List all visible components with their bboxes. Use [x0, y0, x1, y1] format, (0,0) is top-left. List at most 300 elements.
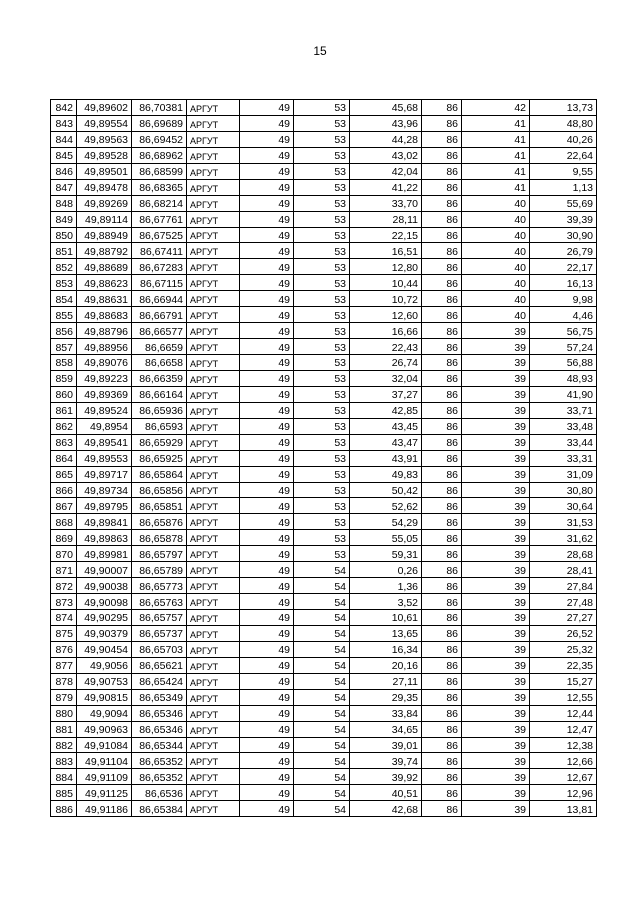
latitude-cell: 49,89478 [77, 179, 132, 195]
river-name-cell: АРГУТ [187, 641, 240, 657]
lat-seconds-cell: 33,70 [350, 195, 422, 211]
lat-seconds-cell: 50,42 [350, 482, 422, 498]
longitude-cell: 86,65878 [132, 530, 187, 546]
lat-seconds-cell: 27,11 [350, 673, 422, 689]
lon-minutes-cell: 39 [462, 530, 530, 546]
river-name-cell: АРГУТ [187, 482, 240, 498]
lat-minutes-cell: 53 [294, 115, 350, 131]
table-row [51, 578, 597, 594]
lat-degrees-cell: 49 [240, 115, 294, 131]
table-row [51, 657, 597, 673]
point-number-cell: 863 [51, 434, 77, 450]
river-name-cell: АРГУТ [187, 737, 240, 753]
longitude-cell: 86,65703 [132, 641, 187, 657]
river-name-cell: АРГУТ [187, 370, 240, 386]
lat-minutes-cell: 54 [294, 769, 350, 785]
lat-minutes-cell: 53 [294, 307, 350, 323]
point-number-cell: 847 [51, 179, 77, 195]
lon-seconds-cell: 13,73 [530, 100, 597, 116]
lat-degrees-cell: 49 [240, 291, 294, 307]
lon-seconds-cell: 22,64 [530, 147, 597, 163]
latitude-cell: 49,91125 [77, 785, 132, 801]
river-name-cell: АРГУТ [187, 131, 240, 147]
river-name-cell: АРГУТ [187, 562, 240, 578]
latitude-cell: 49,90753 [77, 673, 132, 689]
lat-degrees-cell: 49 [240, 386, 294, 402]
longitude-cell: 86,69452 [132, 131, 187, 147]
point-number-cell: 844 [51, 131, 77, 147]
river-name-cell: АРГУТ [187, 275, 240, 291]
longitude-cell: 86,65621 [132, 657, 187, 673]
longitude-cell: 86,70381 [132, 100, 187, 116]
lon-seconds-cell: 33,71 [530, 402, 597, 418]
river-name-cell: АРГУТ [187, 434, 240, 450]
lon-minutes-cell: 39 [462, 355, 530, 371]
lon-minutes-cell: 39 [462, 785, 530, 801]
latitude-cell: 49,90038 [77, 578, 132, 594]
lat-minutes-cell: 53 [294, 386, 350, 402]
lon-seconds-cell: 9,55 [530, 163, 597, 179]
lon-degrees-cell: 86 [422, 785, 462, 801]
lon-seconds-cell: 28,41 [530, 562, 597, 578]
lat-degrees-cell: 49 [240, 801, 294, 817]
river-name-cell: АРГУТ [187, 259, 240, 275]
lon-degrees-cell: 86 [422, 323, 462, 339]
lat-minutes-cell: 54 [294, 610, 350, 626]
lon-degrees-cell: 86 [422, 370, 462, 386]
table-row [51, 131, 597, 147]
lat-minutes-cell: 53 [294, 211, 350, 227]
river-name-cell: АРГУТ [187, 100, 240, 116]
lon-minutes-cell: 39 [462, 386, 530, 402]
point-number-cell: 875 [51, 625, 77, 641]
lat-seconds-cell: 33,84 [350, 705, 422, 721]
lat-seconds-cell: 34,65 [350, 721, 422, 737]
lat-minutes-cell: 53 [294, 179, 350, 195]
lat-degrees-cell: 49 [240, 610, 294, 626]
lon-degrees-cell: 86 [422, 657, 462, 673]
lat-seconds-cell: 3,52 [350, 594, 422, 610]
lat-minutes-cell: 54 [294, 801, 350, 817]
table-row [51, 450, 597, 466]
longitude-cell: 86,67115 [132, 275, 187, 291]
lon-degrees-cell: 86 [422, 801, 462, 817]
point-number-cell: 866 [51, 482, 77, 498]
point-number-cell: 885 [51, 785, 77, 801]
point-number-cell: 867 [51, 498, 77, 514]
latitude-cell: 49,89553 [77, 450, 132, 466]
table-row [51, 339, 597, 355]
lon-degrees-cell: 86 [422, 355, 462, 371]
lon-degrees-cell: 86 [422, 769, 462, 785]
river-name-cell: АРГУТ [187, 450, 240, 466]
latitude-cell: 49,88792 [77, 243, 132, 259]
lon-minutes-cell: 40 [462, 243, 530, 259]
lat-seconds-cell: 43,02 [350, 147, 422, 163]
lat-seconds-cell: 16,34 [350, 641, 422, 657]
lat-degrees-cell: 49 [240, 673, 294, 689]
point-number-cell: 879 [51, 689, 77, 705]
latitude-cell: 49,89981 [77, 546, 132, 562]
river-name-cell: АРГУТ [187, 418, 240, 434]
lon-minutes-cell: 41 [462, 163, 530, 179]
lon-minutes-cell: 39 [462, 323, 530, 339]
lat-minutes-cell: 53 [294, 100, 350, 116]
latitude-cell: 49,8954 [77, 418, 132, 434]
river-name-cell: АРГУТ [187, 227, 240, 243]
point-number-cell: 878 [51, 673, 77, 689]
lon-seconds-cell: 22,17 [530, 259, 597, 275]
lon-degrees-cell: 86 [422, 227, 462, 243]
latitude-cell: 49,88689 [77, 259, 132, 275]
lon-degrees-cell: 86 [422, 721, 462, 737]
lon-minutes-cell: 40 [462, 211, 530, 227]
river-name-cell: АРГУТ [187, 753, 240, 769]
lon-seconds-cell: 48,93 [530, 370, 597, 386]
lat-seconds-cell: 41,22 [350, 179, 422, 195]
lat-degrees-cell: 49 [240, 163, 294, 179]
table-row [51, 100, 597, 116]
longitude-cell: 86,68962 [132, 147, 187, 163]
river-name-cell: АРГУТ [187, 323, 240, 339]
lat-minutes-cell: 54 [294, 657, 350, 673]
lon-degrees-cell: 86 [422, 291, 462, 307]
table-row [51, 769, 597, 785]
lat-degrees-cell: 49 [240, 641, 294, 657]
lat-degrees-cell: 49 [240, 402, 294, 418]
lon-degrees-cell: 86 [422, 578, 462, 594]
lon-seconds-cell: 12,66 [530, 753, 597, 769]
lat-minutes-cell: 54 [294, 625, 350, 641]
river-name-cell: АРГУТ [187, 530, 240, 546]
lat-minutes-cell: 54 [294, 689, 350, 705]
longitude-cell: 86,6658 [132, 355, 187, 371]
lat-degrees-cell: 49 [240, 785, 294, 801]
lat-degrees-cell: 49 [240, 450, 294, 466]
table-row [51, 466, 597, 482]
latitude-cell: 49,88949 [77, 227, 132, 243]
lat-minutes-cell: 54 [294, 594, 350, 610]
lon-minutes-cell: 40 [462, 275, 530, 291]
latitude-cell: 49,90007 [77, 562, 132, 578]
river-name-cell: АРГУТ [187, 689, 240, 705]
lat-degrees-cell: 49 [240, 227, 294, 243]
lat-seconds-cell: 29,35 [350, 689, 422, 705]
lon-seconds-cell: 30,90 [530, 227, 597, 243]
lat-minutes-cell: 54 [294, 673, 350, 689]
lon-degrees-cell: 86 [422, 163, 462, 179]
lat-degrees-cell: 49 [240, 562, 294, 578]
lat-degrees-cell: 49 [240, 100, 294, 116]
table-row [51, 641, 597, 657]
lon-degrees-cell: 86 [422, 673, 462, 689]
lon-minutes-cell: 39 [462, 482, 530, 498]
river-name-cell: АРГУТ [187, 673, 240, 689]
longitude-cell: 86,69689 [132, 115, 187, 131]
lat-minutes-cell: 53 [294, 323, 350, 339]
lon-minutes-cell: 41 [462, 179, 530, 195]
lon-minutes-cell: 40 [462, 195, 530, 211]
lon-minutes-cell: 39 [462, 769, 530, 785]
lon-minutes-cell: 39 [462, 578, 530, 594]
lat-minutes-cell: 53 [294, 147, 350, 163]
river-name-cell: АРГУТ [187, 498, 240, 514]
point-number-cell: 846 [51, 163, 77, 179]
lat-degrees-cell: 49 [240, 737, 294, 753]
lon-degrees-cell: 86 [422, 243, 462, 259]
point-number-cell: 872 [51, 578, 77, 594]
lat-degrees-cell: 49 [240, 259, 294, 275]
table-row [51, 801, 597, 817]
lon-minutes-cell: 39 [462, 641, 530, 657]
lon-seconds-cell: 33,48 [530, 418, 597, 434]
latitude-cell: 49,89554 [77, 115, 132, 131]
lat-degrees-cell: 49 [240, 195, 294, 211]
table-row [51, 482, 597, 498]
lon-minutes-cell: 39 [462, 610, 530, 626]
lon-degrees-cell: 86 [422, 275, 462, 291]
river-name-cell: АРГУТ [187, 179, 240, 195]
point-number-cell: 874 [51, 610, 77, 626]
lat-minutes-cell: 53 [294, 243, 350, 259]
latitude-cell: 49,89114 [77, 211, 132, 227]
longitude-cell: 86,67283 [132, 259, 187, 275]
latitude-cell: 49,91186 [77, 801, 132, 817]
table-row [51, 753, 597, 769]
lat-minutes-cell: 54 [294, 705, 350, 721]
lat-degrees-cell: 49 [240, 418, 294, 434]
latitude-cell: 49,88631 [77, 291, 132, 307]
lat-degrees-cell: 49 [240, 482, 294, 498]
lat-seconds-cell: 16,51 [350, 243, 422, 259]
longitude-cell: 86,65352 [132, 769, 187, 785]
point-number-cell: 884 [51, 769, 77, 785]
lon-minutes-cell: 42 [462, 100, 530, 116]
lat-minutes-cell: 54 [294, 753, 350, 769]
latitude-cell: 49,89734 [77, 482, 132, 498]
lat-seconds-cell: 39,74 [350, 753, 422, 769]
lat-seconds-cell: 39,01 [350, 737, 422, 753]
lat-degrees-cell: 49 [240, 147, 294, 163]
lat-degrees-cell: 49 [240, 243, 294, 259]
longitude-cell: 86,65864 [132, 466, 187, 482]
river-name-cell: АРГУТ [187, 147, 240, 163]
lon-seconds-cell: 41,90 [530, 386, 597, 402]
table-row [51, 370, 597, 386]
longitude-cell: 86,65876 [132, 514, 187, 530]
table-row [51, 355, 597, 371]
lat-seconds-cell: 10,44 [350, 275, 422, 291]
river-name-cell: АРГУТ [187, 466, 240, 482]
lat-degrees-cell: 49 [240, 370, 294, 386]
point-number-cell: 862 [51, 418, 77, 434]
latitude-cell: 49,89863 [77, 530, 132, 546]
point-number-cell: 865 [51, 466, 77, 482]
lon-degrees-cell: 86 [422, 482, 462, 498]
point-number-cell: 852 [51, 259, 77, 275]
lat-seconds-cell: 59,31 [350, 546, 422, 562]
longitude-cell: 86,65925 [132, 450, 187, 466]
page-number: 15 [313, 44, 327, 58]
lat-degrees-cell: 49 [240, 689, 294, 705]
latitude-cell: 49,89795 [77, 498, 132, 514]
point-number-cell: 880 [51, 705, 77, 721]
longitude-cell: 86,6659 [132, 339, 187, 355]
latitude-cell: 49,89841 [77, 514, 132, 530]
lon-minutes-cell: 39 [462, 689, 530, 705]
lon-seconds-cell: 57,24 [530, 339, 597, 355]
lon-minutes-cell: 41 [462, 115, 530, 131]
table-row [51, 705, 597, 721]
river-name-cell: АРГУТ [187, 578, 240, 594]
table-row [51, 307, 597, 323]
lat-minutes-cell: 53 [294, 259, 350, 275]
lat-seconds-cell: 16,66 [350, 323, 422, 339]
river-name-cell: АРГУТ [187, 594, 240, 610]
lat-seconds-cell: 26,74 [350, 355, 422, 371]
point-number-cell: 873 [51, 594, 77, 610]
longitude-cell: 86,65763 [132, 594, 187, 610]
lon-seconds-cell: 27,27 [530, 610, 597, 626]
river-name-cell: АРГУТ [187, 355, 240, 371]
lon-minutes-cell: 39 [462, 418, 530, 434]
longitude-cell: 86,66577 [132, 323, 187, 339]
lat-minutes-cell: 54 [294, 641, 350, 657]
longitude-cell: 86,65346 [132, 721, 187, 737]
point-number-cell: 851 [51, 243, 77, 259]
lat-minutes-cell: 53 [294, 498, 350, 514]
lon-degrees-cell: 86 [422, 131, 462, 147]
table-row [51, 259, 597, 275]
longitude-cell: 86,65797 [132, 546, 187, 562]
point-number-cell: 877 [51, 657, 77, 673]
longitude-cell: 86,65773 [132, 578, 187, 594]
longitude-cell: 86,65352 [132, 753, 187, 769]
lon-degrees-cell: 86 [422, 466, 462, 482]
lon-seconds-cell: 30,80 [530, 482, 597, 498]
lat-degrees-cell: 49 [240, 323, 294, 339]
lon-minutes-cell: 39 [462, 705, 530, 721]
lon-seconds-cell: 55,69 [530, 195, 597, 211]
lon-degrees-cell: 86 [422, 195, 462, 211]
river-name-cell: АРГУТ [187, 546, 240, 562]
table-row [51, 785, 597, 801]
table-row [51, 179, 597, 195]
longitude-cell: 86,67525 [132, 227, 187, 243]
lon-seconds-cell: 30,64 [530, 498, 597, 514]
lon-minutes-cell: 40 [462, 259, 530, 275]
river-name-cell: АРГУТ [187, 307, 240, 323]
lon-seconds-cell: 39,39 [530, 211, 597, 227]
lon-minutes-cell: 40 [462, 307, 530, 323]
lat-degrees-cell: 49 [240, 466, 294, 482]
lat-degrees-cell: 49 [240, 211, 294, 227]
lon-seconds-cell: 56,88 [530, 355, 597, 371]
lon-seconds-cell: 56,75 [530, 323, 597, 339]
lat-seconds-cell: 0,26 [350, 562, 422, 578]
lon-seconds-cell: 22,35 [530, 657, 597, 673]
longitude-cell: 86,65851 [132, 498, 187, 514]
lat-minutes-cell: 53 [294, 434, 350, 450]
lat-minutes-cell: 53 [294, 195, 350, 211]
latitude-cell: 49,88623 [77, 275, 132, 291]
river-name-cell: АРГУТ [187, 514, 240, 530]
table-row [51, 418, 597, 434]
longitude-cell: 86,6536 [132, 785, 187, 801]
river-name-cell: АРГУТ [187, 195, 240, 211]
lat-minutes-cell: 53 [294, 418, 350, 434]
latitude-cell: 49,88683 [77, 307, 132, 323]
point-number-cell: 881 [51, 721, 77, 737]
longitude-cell: 86,67411 [132, 243, 187, 259]
latitude-cell: 49,89563 [77, 131, 132, 147]
lon-seconds-cell: 40,26 [530, 131, 597, 147]
lon-seconds-cell: 26,52 [530, 625, 597, 641]
latitude-cell: 49,89528 [77, 147, 132, 163]
longitude-cell: 86,65344 [132, 737, 187, 753]
latitude-cell: 49,91109 [77, 769, 132, 785]
latitude-cell: 49,89076 [77, 355, 132, 371]
lon-minutes-cell: 39 [462, 801, 530, 817]
table-row [51, 147, 597, 163]
longitude-cell: 86,66944 [132, 291, 187, 307]
lon-minutes-cell: 39 [462, 402, 530, 418]
lat-seconds-cell: 49,83 [350, 466, 422, 482]
latitude-cell: 49,90815 [77, 689, 132, 705]
longitude-cell: 86,67761 [132, 211, 187, 227]
latitude-cell: 49,89369 [77, 386, 132, 402]
lon-degrees-cell: 86 [422, 530, 462, 546]
lon-seconds-cell: 12,47 [530, 721, 597, 737]
lat-degrees-cell: 49 [240, 578, 294, 594]
table-row [51, 530, 597, 546]
lon-degrees-cell: 86 [422, 594, 462, 610]
lon-degrees-cell: 86 [422, 259, 462, 275]
lat-minutes-cell: 53 [294, 291, 350, 307]
lat-seconds-cell: 42,68 [350, 801, 422, 817]
lat-seconds-cell: 52,62 [350, 498, 422, 514]
lat-minutes-cell: 54 [294, 721, 350, 737]
lon-degrees-cell: 86 [422, 450, 462, 466]
table-row [51, 291, 597, 307]
lat-minutes-cell: 53 [294, 275, 350, 291]
lat-minutes-cell: 53 [294, 482, 350, 498]
table-row [51, 227, 597, 243]
longitude-cell: 86,66359 [132, 370, 187, 386]
point-number-cell: 843 [51, 115, 77, 131]
table-row [51, 625, 597, 641]
point-number-cell: 860 [51, 386, 77, 402]
point-number-cell: 864 [51, 450, 77, 466]
lat-degrees-cell: 49 [240, 530, 294, 546]
lat-degrees-cell: 49 [240, 307, 294, 323]
point-number-cell: 861 [51, 402, 77, 418]
lon-degrees-cell: 86 [422, 610, 462, 626]
lon-minutes-cell: 39 [462, 737, 530, 753]
lon-seconds-cell: 12,38 [530, 737, 597, 753]
table-row [51, 721, 597, 737]
river-name-cell: АРГУТ [187, 785, 240, 801]
lon-degrees-cell: 86 [422, 100, 462, 116]
lat-degrees-cell: 49 [240, 339, 294, 355]
longitude-cell: 86,68214 [132, 195, 187, 211]
longitude-cell: 86,65349 [132, 689, 187, 705]
lon-degrees-cell: 86 [422, 514, 462, 530]
lon-minutes-cell: 39 [462, 753, 530, 769]
latitude-cell: 49,90963 [77, 721, 132, 737]
table-row [51, 402, 597, 418]
lat-degrees-cell: 49 [240, 546, 294, 562]
